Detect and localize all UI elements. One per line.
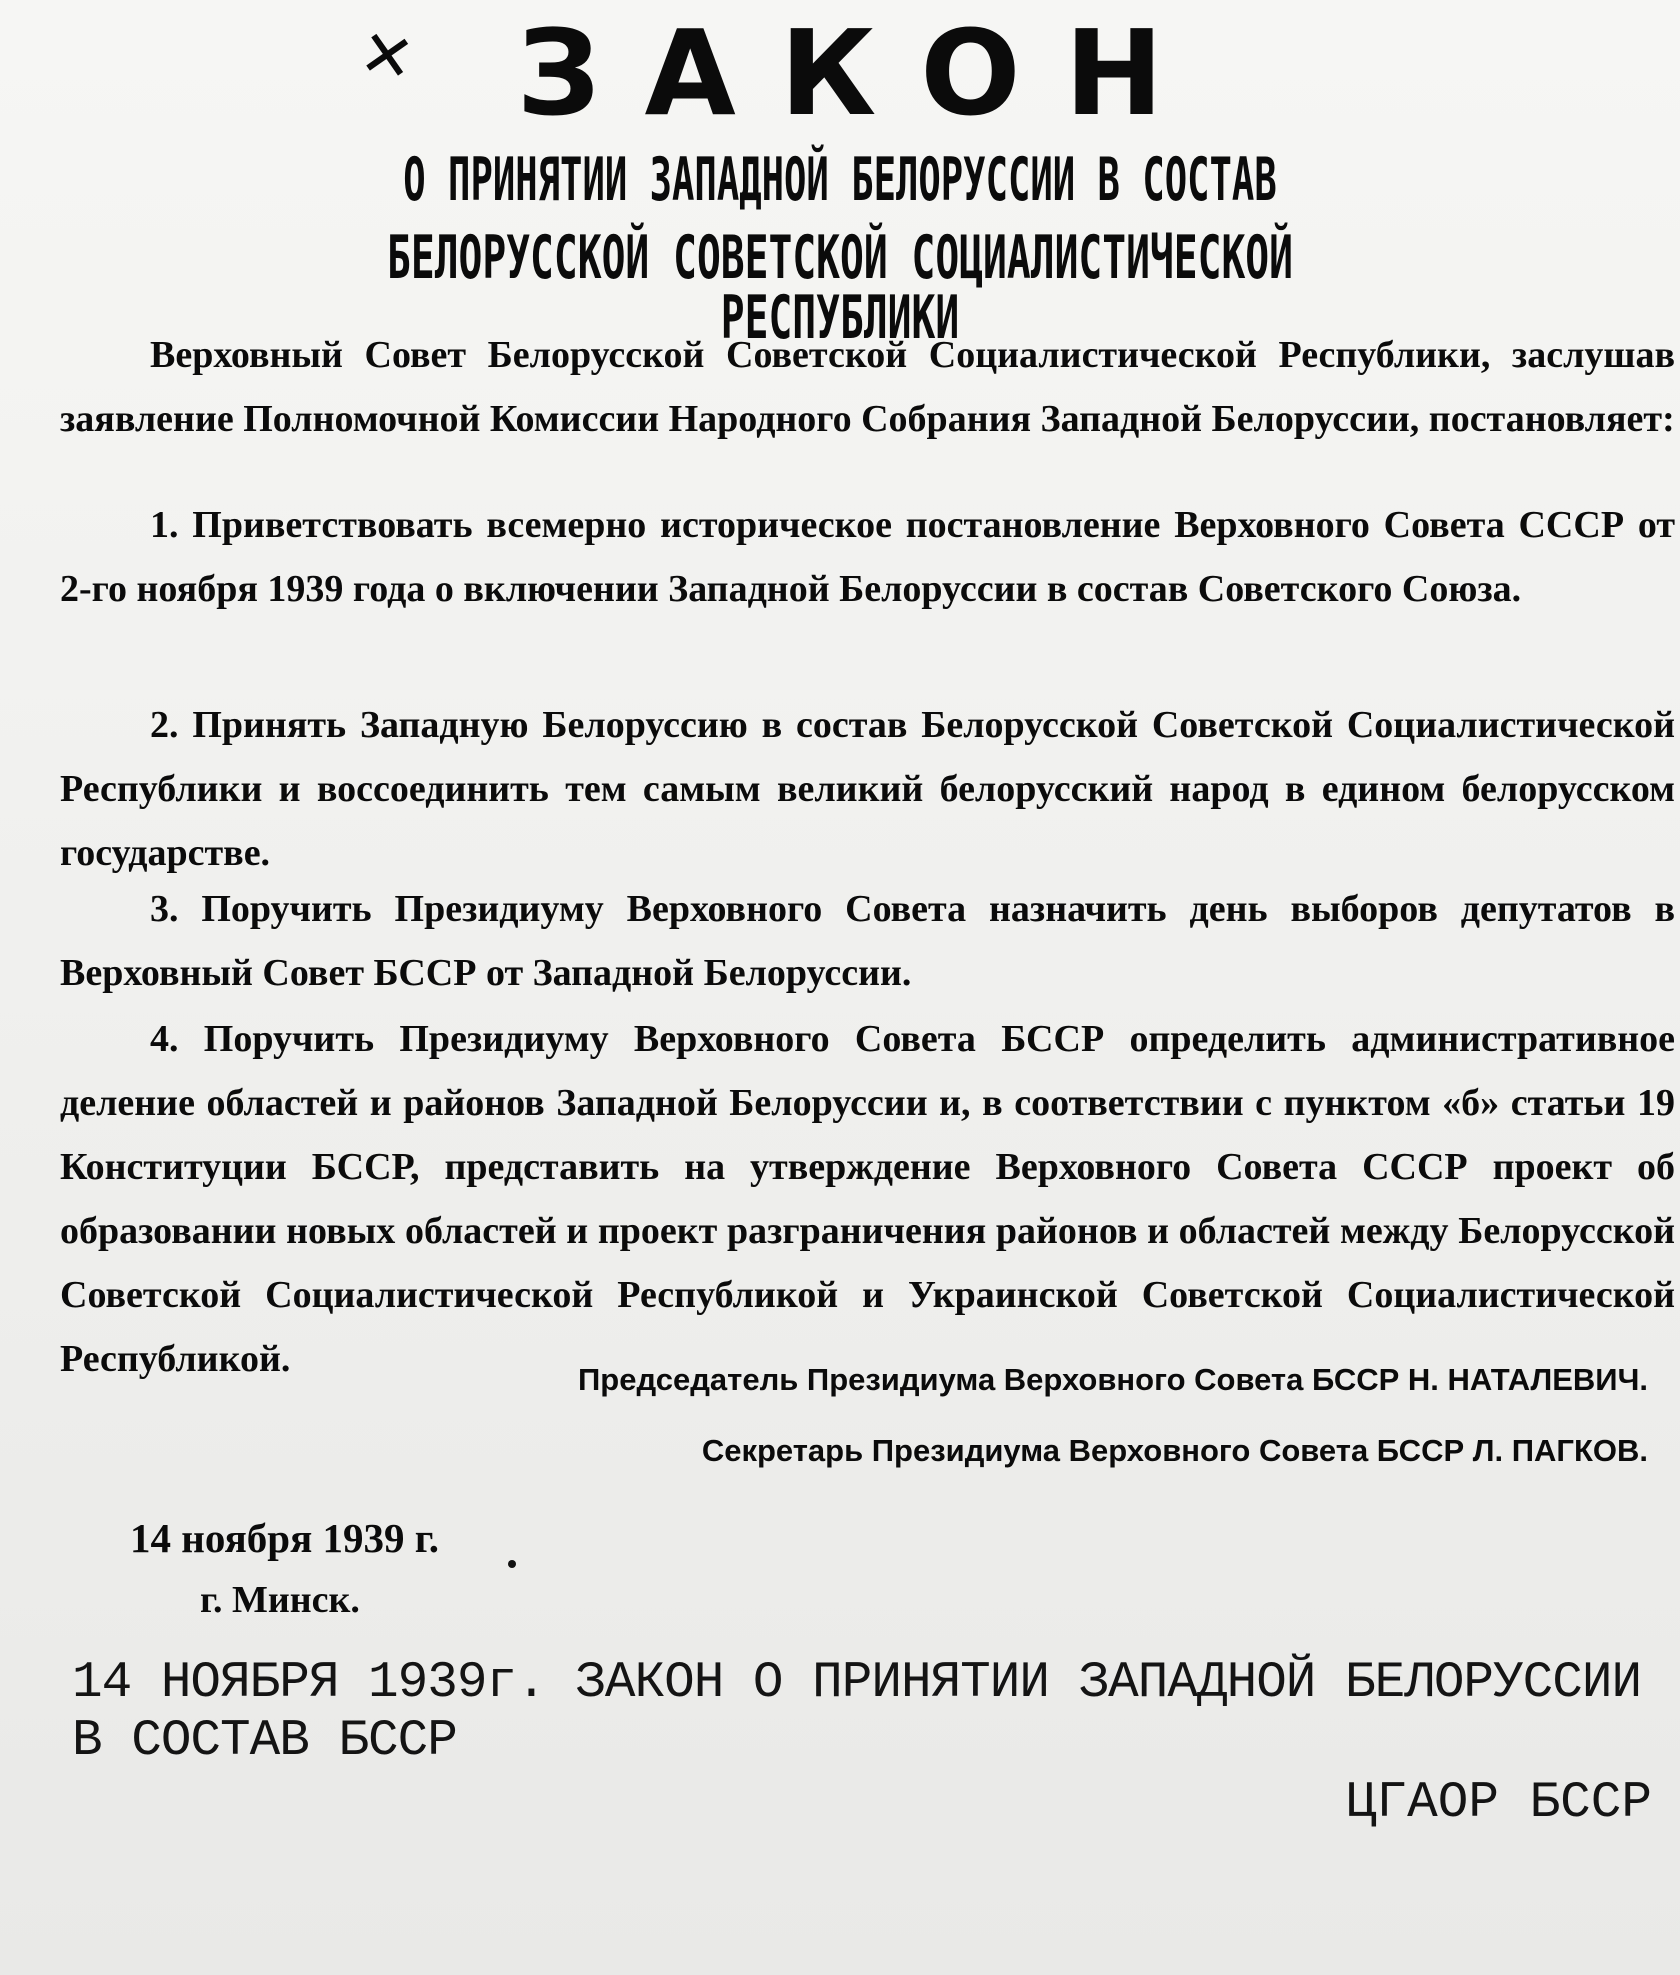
archive-name: ЦГАОР БССР <box>1345 1775 1652 1832</box>
resolution-item-2 <box>60 693 1675 885</box>
document-date: 14 ноября 1939 г. <box>130 1515 440 1561</box>
resolution-item-1 <box>60 493 1675 621</box>
document-subtitle-line-1: О ПРИНЯТИИ ЗАПАДНОЙ БЕЛОРУССИИ В СОСТАВ <box>403 145 1277 215</box>
resolution-item-4 <box>60 1007 1675 1391</box>
resolution-item-text: 4. Поручить Президиуму Верховного Совета БССР определить административное деление областей и районов Западной Белоруссии и, в соответствии с пунктом «б» статьи 19 Конституции БССР, представить на утверждение Верховного Совета СССР проект об образовании новых областей и проект разграничения районов и областей между Белорусской Советской Социалистической Республикой и Украинской Советской Социалистической Республикой. <box>60 1018 1675 1380</box>
signature-chairman: Председатель Президиума Верховного Совета БССР Н. НАТАЛЕВИЧ. <box>578 1362 1648 1397</box>
resolution-item-text: 1. Приветствовать всемерно историческое постановление Верховного Совета СССР от 2-го ноября 1939 года о включении Западной Белоруссии в состав Советского Союза. <box>60 504 1675 610</box>
document-subtitle-line-2: БЕЛОРУССКОЙ СОВЕТСКОЙ СОЦИАЛИСТИЧЕСКОЙ РЕСПУБЛИКИ <box>387 223 1293 353</box>
archive-caption: 14 НОЯБРЯ 1939г. ЗАКОН О ПРИНЯТИИ ЗАПАДНОЙ БЕЛОРУССИИ В СОСТАВ БССР <box>72 1655 1642 1770</box>
intro-paragraph <box>60 323 1675 451</box>
document-title: ЗАКОН <box>516 4 1208 142</box>
resolution-item-3 <box>60 877 1675 1005</box>
document-place: г. Минск. <box>200 1579 360 1621</box>
resolution-item-text: 2. Принять Западную Белоруссию в состав Белорусской Советской Социалистической Республики и воссоединить тем самым великий белорусский народ в едином белорусском государстве. <box>60 704 1675 874</box>
ink-dot <box>508 1560 516 1568</box>
intro-text: Верховный Совет Белорусской Советской Социалистической Республики, заслушав заявление Полномочной Комиссии Народного Собрания Западной Белоруссии, постановляет: <box>60 334 1675 440</box>
resolution-item-text: 3. Поручить Президиуму Верховного Совета назначить день выборов депутатов в Верховный Совет БССР от Западной Белоруссии. <box>60 888 1675 994</box>
handwritten-mark: ✕ <box>353 15 420 99</box>
signature-secretary: Секретарь Президиума Верховного Совета БССР Л. ПАГКОВ. <box>701 1433 1648 1468</box>
